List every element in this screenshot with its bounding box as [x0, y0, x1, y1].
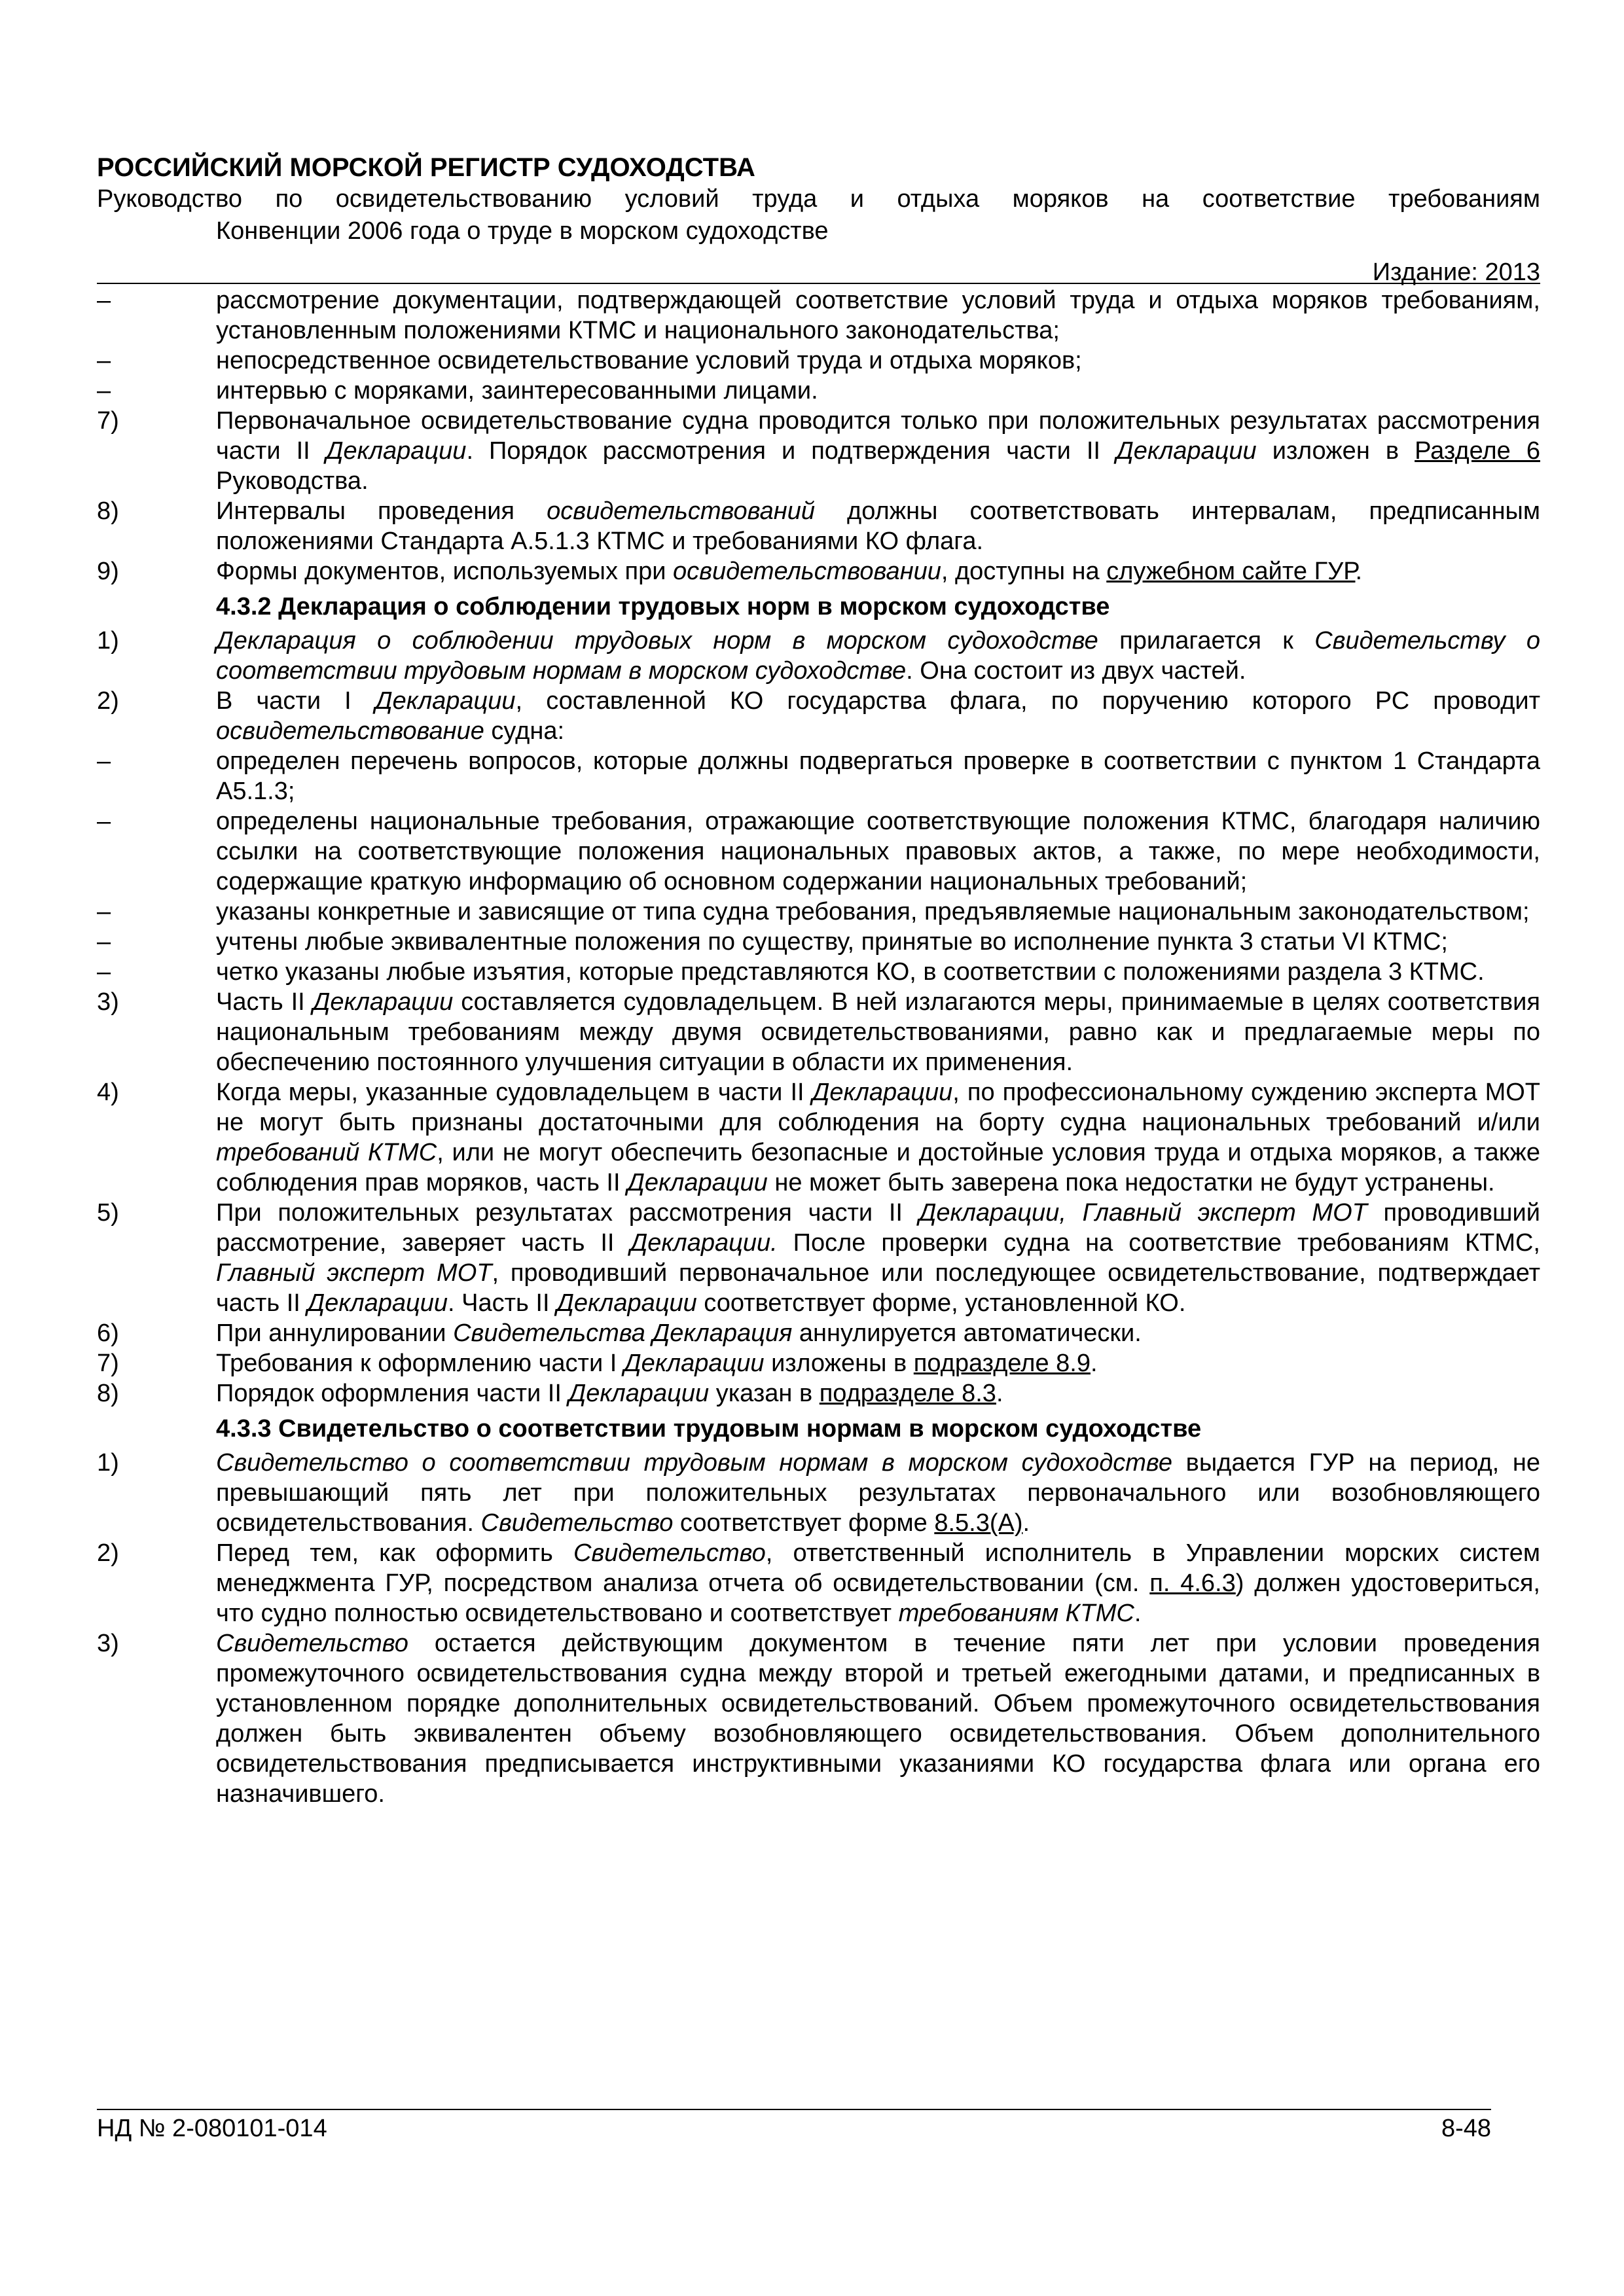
- paragraph-4: [97, 1077, 1540, 1198]
- list-marker: –: [97, 347, 111, 374]
- list-marker: –: [97, 898, 111, 925]
- list-marker: 1): [97, 627, 119, 655]
- list-item: [97, 806, 1540, 897]
- list-marker: 2): [97, 1539, 119, 1567]
- list-item: [97, 285, 1540, 346]
- paragraph-8b: [97, 1378, 1540, 1408]
- link-item-4-6-3[interactable]: п. 4.6.3: [1149, 1570, 1236, 1597]
- list-marker: 2): [97, 687, 119, 715]
- list-marker: 9): [97, 558, 119, 585]
- paragraph-3: [97, 987, 1540, 1077]
- page-footer: [97, 2113, 1491, 2144]
- list-marker: 3): [97, 1630, 119, 1657]
- list-marker: 7): [97, 407, 119, 435]
- list-marker: –: [97, 747, 111, 775]
- list-item: [97, 957, 1540, 987]
- paragraph-text: Часть II Декларации составляется судовладельцем. В ней излагаются меры, принимаемые в целях соответствия национальным требованиям между двумя освидетельствованиями, равно как и предлагаемые меры по обеспечению постоянного улучшения ситуации в области их применения.: [216, 988, 1540, 1076]
- list-marker: –: [97, 287, 111, 314]
- paragraph-1c: [97, 1448, 1540, 1538]
- paragraph-1: [97, 626, 1540, 686]
- link-subsection-8-9[interactable]: подразделе 8.9: [913, 1350, 1091, 1377]
- header-divider: [97, 283, 1540, 284]
- list-text: непосредственное освидетельствование условий труда и отдыха моряков;: [216, 347, 1082, 374]
- list-text: указаны конкретные и зависящие от типа судна требования, предъявляемые национальным законодательством;: [216, 898, 1530, 925]
- list-item: [97, 927, 1540, 957]
- guide-title-line2: Конвенции 2006 года о труде в морском судоходстве: [216, 217, 829, 245]
- section-heading-4-3-3: 4.3.3 Свидетельство о соответствии трудовым нормам в морском судоходстве: [216, 1415, 1202, 1443]
- paragraph-text: В части I Декларации, составленной КО государства флага, по поручению которого РС проводит освидетельствование судна:: [216, 687, 1541, 745]
- link-service-site[interactable]: служебном сайте ГУР: [1106, 558, 1356, 585]
- page-header: [97, 152, 1540, 289]
- list-marker: –: [97, 958, 111, 986]
- list-text: определены национальные требования, отражающие соответствующие положения КТМС, благодаря наличию ссылки на соответствующие положения национальных правовых актов, а также, по мере необходимости, содержащие краткую информацию об основном содержании национальных требований;: [216, 808, 1540, 895]
- paragraph-2c: [97, 1538, 1540, 1628]
- link-form-8-5-3a[interactable]: 8.5.3(А): [934, 1509, 1023, 1537]
- paragraph-text: Требования к оформлению части I Декларации изложены в подразделе 8.9.: [216, 1350, 1098, 1377]
- link-section-6[interactable]: Разделе 6: [1415, 437, 1540, 465]
- paragraph-7: [97, 406, 1540, 496]
- paragraph-text: Интервалы проведения освидетельствований должны соответствовать интервалам, предписанным положениями Стандарта А.5.1.3 КТМС и требованиями КО флага.: [216, 497, 1540, 555]
- paragraph-7b: [97, 1348, 1540, 1378]
- list-item: [97, 746, 1540, 806]
- list-marker: 4): [97, 1079, 119, 1106]
- list-text: определен перечень вопросов, которые должны подвергаться проверке в соответствии с пунктом 1 Стандарта А5.1.3;: [216, 747, 1540, 805]
- edition-label: Издание: 2013: [1372, 259, 1540, 286]
- paragraph-text: Когда меры, указанные судовладельцем в части II Декларации, по профессиональному суждению эксперта МОТ не могут быть признаны достаточными для соблюдения на борту судна национальных требований и/или требований КТМС, или не могут обеспечить безопасные и достойные условия труда и отдыха моряков, а также соблюдения прав моряков, часть II Декларации не может быть заверена пока недостатки не будут устранены.: [216, 1079, 1540, 1196]
- list-marker: –: [97, 808, 111, 835]
- list-marker: 6): [97, 1319, 119, 1347]
- paragraph-text: Декларация о соблюдении трудовых норм в морском судоходстве прилагается к Свидетельству о соответствии трудовым нормам в морском судоходстве. Она состоит из двух частей.: [216, 627, 1540, 685]
- paragraph-text: При положительных результатах рассмотрения части II Декларации, Главный эксперт МОТ проводивший рассмотрение, заверяет часть II Декларации. После проверки судна на соответствие требованиям КТМС, Главный эксперт МОТ, проводивший первоначальное или последующее освидетельствование, подтверждает часть II Декларации. Часть II Декларации соответствует форме, установленной КО.: [216, 1199, 1541, 1317]
- paragraph-text: Первоначальное освидетельствование судна проводится только при положительных результатах рассмотрения части II Декларации. Порядок рассмотрения и подтверждения части II Декларации изложен в Разделе 6 Руководства.: [216, 407, 1540, 495]
- link-subsection-8-3[interactable]: подразделе 8.3: [819, 1380, 996, 1407]
- paragraph-5: [97, 1198, 1540, 1318]
- list-text: интервью с моряками, заинтересованными лицами.: [216, 377, 818, 404]
- list-marker: 1): [97, 1449, 119, 1477]
- list-item: [97, 376, 1540, 406]
- list-marker: 8): [97, 497, 119, 525]
- paragraph-text: Порядок оформления части II Декларации указан в подразделе 8.3.: [216, 1380, 1003, 1407]
- page-number: 8-48: [1441, 2115, 1491, 2142]
- list-marker: 5): [97, 1199, 119, 1227]
- list-marker: 7): [97, 1350, 119, 1377]
- list-text: рассмотрение документации, подтверждающей соответствие условий труда и отдыха моряков требованиям, установленным положениями КТМС и национального законодательства;: [216, 287, 1540, 344]
- paragraph-9: [97, 556, 1540, 586]
- list-text: четко указаны любые изъятия, которые представляются КО, в соответствии с положениями раздела 3 КТМС.: [216, 958, 1485, 986]
- paragraph-2: [97, 686, 1540, 746]
- document-body: [97, 285, 1540, 1809]
- paragraph-3c: [97, 1628, 1540, 1809]
- guide-title-line1: Руководство по освидетельствованию условий труда и отдыха моряков на соответствие требованиям: [97, 185, 1540, 213]
- list-marker: 3): [97, 988, 119, 1016]
- list-marker: 8): [97, 1380, 119, 1407]
- list-marker: –: [97, 928, 111, 956]
- list-marker: –: [97, 377, 111, 404]
- organization-title: РОССИЙСКИЙ МОРСКОЙ РЕГИСТР СУДОХОДСТВА: [97, 153, 755, 182]
- footer-divider: [97, 2109, 1491, 2110]
- paragraph-6: [97, 1318, 1540, 1348]
- list-item: [97, 897, 1540, 927]
- paragraph-text: Свидетельство остается действующим документом в течение пяти лет при условии проведения промежуточного освидетельствования судна между второй и третьей ежегодными датами, и предписанных в установленном порядке дополнительных освидетельствований. Объем промежуточного освидетельствования должен быть эквивалентен объему возобновляющего освидетельствования. Объем дополнительного освидетельствования предписывается инструктивными указаниями КО государства флага или органа его назначившего.: [216, 1630, 1540, 1808]
- list-text: учтены любые эквивалентные положения по существу, принятые во исполнение пункта 3 статьи VI КТМС;: [216, 928, 1448, 956]
- paragraph-text: Формы документов, используемых при освидетельствовании, доступны на служебном сайте ГУР.: [216, 558, 1363, 585]
- paragraph-text: Свидетельство о соответствии трудовым нормам в морском судоходстве выдается ГУР на период, не превышающий пять лет при положительных результатах первоначального или возобновляющего освидетельствования. Свидетельство соответствует форме 8.5.3(А).: [216, 1449, 1540, 1537]
- list-item: [97, 346, 1540, 376]
- paragraph-text: При аннулировании Свидетельства Декларация аннулируется автоматически.: [216, 1319, 1142, 1347]
- paragraph-8: [97, 496, 1540, 556]
- section-heading-4-3-2: 4.3.2 Декларация о соблюдении трудовых норм в морском судоходстве: [216, 593, 1110, 620]
- paragraph-text: Перед тем, как оформить Свидетельство, ответственный исполнитель в Управлении морских систем менеджмента ГУР, посредством анализа отчета об освидетельствовании (см. п. 4.6.3) должен удостовериться, что судно полностью освидетельствовано и соответствует требованиям КТМС.: [216, 1539, 1540, 1627]
- document-number: НД № 2-080101-014: [97, 2115, 327, 2142]
